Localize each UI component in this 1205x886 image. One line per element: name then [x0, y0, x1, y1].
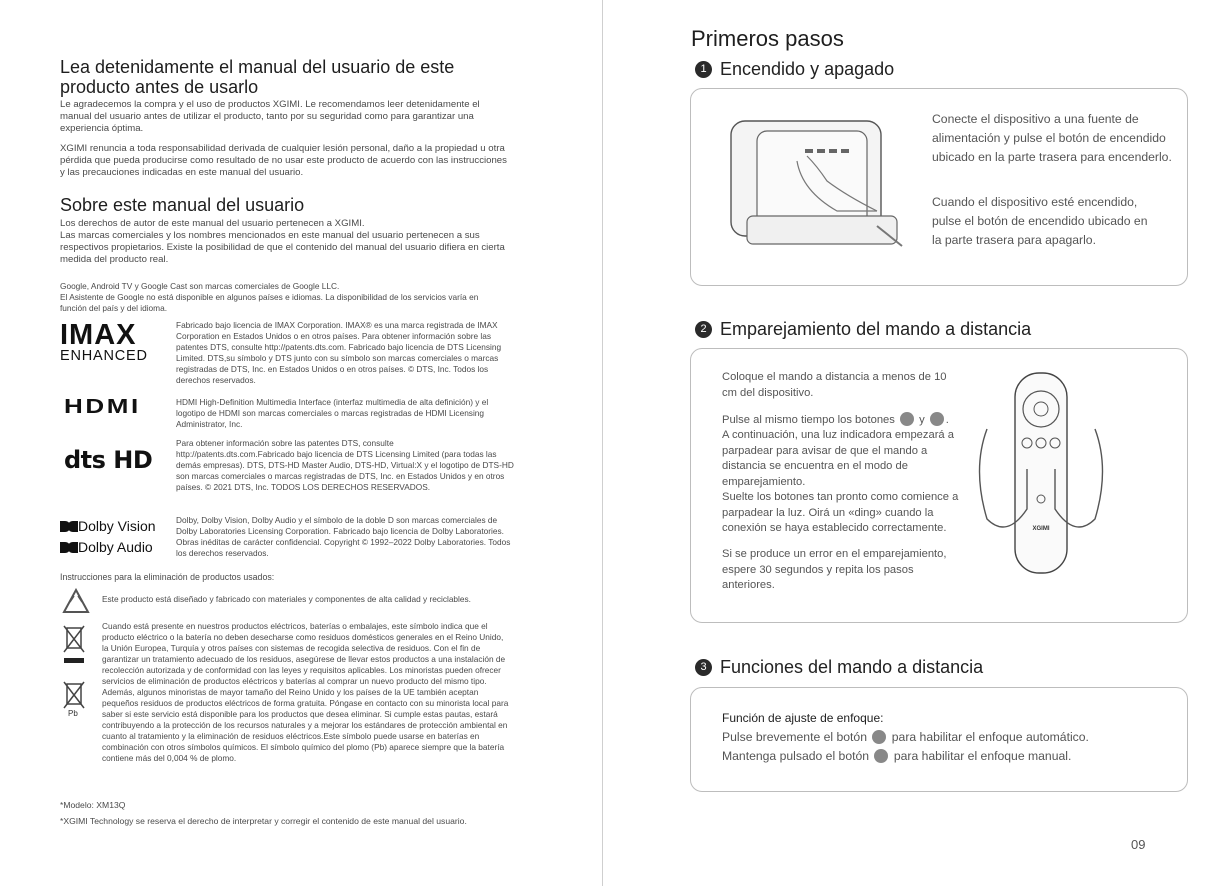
pairing-step-distance: Coloque el mando a distancia a menos de 10 cm del dispositivo.	[722, 371, 947, 399]
dts-hd-logo: dts HD	[64, 446, 153, 474]
dolby-audio-text: Dolby Audio	[78, 539, 153, 555]
intro-paragraph-1: Le agradecemos la compra y el uso de productos XGIMI. Le recomendamos leer detenidamente el manual del usuario antes de utilizar el producto, tanto por su seguridad como para garantizar una experiencia óptima.	[60, 99, 480, 134]
focus-auto-text-b: para habilitar el enfoque automático.	[891, 730, 1089, 744]
projector-illustration	[727, 101, 907, 251]
section-number-2: 2	[695, 321, 712, 338]
functions-box	[690, 687, 1188, 792]
focus-auto-line	[722, 728, 1162, 747]
remote-brand-label: XGIMI	[1032, 526, 1050, 532]
pairing-step-buttons: Pulse al mismo tiempo los botones y .	[722, 414, 949, 426]
pairing-step-indicator: A continuación, una luz indicadora empezará a parpadear para avisar de que el mando a distancia se encuentra en el modo de emparejamiento.	[722, 429, 954, 488]
focus-function-label: Función de ajuste de enfoque:	[722, 711, 884, 725]
pb-label: Pb	[68, 709, 78, 718]
focus-manual-line	[722, 747, 1162, 766]
focus-button-icon	[874, 749, 888, 763]
weee-text: Cuando está presente en nuestros productos eléctricos, baterías o embalajes, este símbolo indica que el producto eléctrico o la batería no deben desecharse como residuos domésticos generales en el Reino Unido, la Unión Europea, Turquía y otros países con sistemas de recogida selectiva de residuos. Con el fin de garantizar un tratamiento adecuado de los residuos, asegúrese de llevar estos productos a una instalación de recolección autorizada y de conformidad con las leyes y requisitos aplicables. Los minoristas pueden ofrecer servicios de eliminación de productos eléctricos y baterías al comprar un nuevo producto del mismo tipo. Además, algunos minoristas de mayor tamaño del Reino Unido y los países de la UE también aceptan pequeños residuos de productos eléctricos de forma gratuita. Póngase en contacto con su minorista local para saber si este servicio está disponible para los productos que desea eliminar. Si cumple estas pautas, estará contribuyendo a la protección de los recursos naturales y a mejorar los estándares de protección ambiental en cuanto al tratamiento y la eliminación de residuos eléctricos.Este símbolo puede usarse en baterías en combinación con otros símbolos químicos. El símbolo químico del plomo (Pb) aparece siempre que la batería contiene más del 0,004 % de plomo.	[102, 621, 509, 763]
focus-auto-text-a: Pulse brevemente el botón	[722, 730, 867, 744]
page-number: 09	[1131, 837, 1146, 852]
crossed-bin-pb-icon	[62, 680, 86, 720]
dolby-double-d-icon	[60, 537, 78, 548]
about-paragraph-2: Las marcas comerciales y los nombres mencionados en este manual del usuario pertenecen a sus respectivos propietarios. Existe la posibilidad de que el contenido del manual del usuario difiera en cierta medida del producto real.	[60, 230, 505, 265]
dts-license-text: Para obtener información sobre las patentes DTS, consulte http://patents.dts.com.Fabricado bajo licencia de DTS Licensing Limited (para todas las demás empresas). DTS, DTS-HD Master Audio, DTS-HD, Virtual:X y el logotipo de DTS-HD son marcas comerciales o marcas registradas de DTS, Inc. en Estados Unidos y en otros países. © 2021 DTS, Inc. TODOS LOS DERECHOS RESERVADOS.	[176, 438, 514, 492]
pairing-step-buttons-text: Pulse al mismo tiempo los botones	[722, 414, 895, 426]
remote-hands-illustration	[967, 369, 1115, 583]
back-button-icon	[900, 412, 914, 426]
section-number-3: 3	[695, 659, 712, 676]
section-title-functions: Funciones del mando a distancia	[720, 657, 984, 677]
section-title-power: Encendido y apagado	[720, 59, 895, 79]
focus-function-label-text: Función de ajuste de enfoque	[722, 711, 881, 725]
google-assistant-note: El Asistente de Google no está disponible en algunos países e idiomas. La disponibilidad de los servicios varía en función del país y del idioma.	[60, 292, 479, 313]
heading-about-manual: Sobre este manual del usuario	[60, 195, 305, 215]
recycle-icon	[60, 588, 92, 618]
imax-license-text: Fabricado bajo licencia de IMAX Corporation. IMAX® es una marca registrada de IMAX Corporation en Estados Unidos o en otros países. Para obtener información sobre las patentes DTS, consulte http://patents.dts.com. Fabricado bajo licencia de DTS Licensing Limited. DTS,su símbolo y DTS junto con su símbolo son marcas comerciales o marcas registradas de DTS, Inc. en Estados Unidos o en otros países. © DTS, Inc. Todos los derechos reservados.	[176, 320, 502, 385]
page-title: Primeros pasos	[691, 26, 844, 51]
imax-enhanced-text: ENHANCED	[60, 348, 148, 364]
focus-manual-text-b: para habilitar el enfoque manual.	[893, 749, 1072, 763]
section-title-pairing: Emparejamiento del mando a distancia	[720, 319, 1032, 339]
model-note: *Modelo: XM13Q	[60, 800, 126, 810]
section-number-1: 1	[695, 61, 712, 78]
power-on-text: Conecte el dispositivo a una fuente de alimentación y pulse el botón de encendido ubicado en la parte trasera para encenderlo.	[932, 112, 1172, 164]
google-trademark: Google, Android TV y Google Cast son marcas comerciales de Google LLC.	[60, 281, 340, 291]
home-button-icon	[930, 412, 944, 426]
dolby-logos	[60, 516, 170, 558]
recycle-text: Este producto está diseñado y fabricado con materiales y componentes de alta calidad y reciclables.	[102, 594, 471, 604]
focus-manual-text-a: Mantenga pulsado el botón	[722, 749, 870, 763]
right-page	[603, 0, 1205, 886]
dolby-audio-logo	[60, 536, 170, 558]
imax-enhanced-logo	[60, 321, 164, 363]
power-off-text: Cuando el dispositivo esté encendido, pulse el botón de encendido ubicado en la parte trasera para apagarlo.	[932, 195, 1148, 247]
hdmi-logo: HDMI	[64, 396, 141, 418]
dolby-double-d-icon	[60, 517, 78, 528]
imax-logo-text: IMAX	[60, 319, 137, 351]
hdmi-license-text: HDMI High-Definition Multimedia Interface (interfaz multimedia de alta definición) y el logotipo de HDMI son marcas comerciales o marcas registradas de HDMI Licensing Administrator, Inc.	[176, 397, 489, 429]
heading-read-manual: Lea detenidamente el manual del usuario de este producto antes de usarlo	[60, 57, 455, 97]
about-paragraph-1: Los derechos de autor de este manual del usuario pertenecen a XGIMI.	[60, 218, 365, 229]
pairing-step-release: Suelte los botones tan pronto como comience a parpadear la luz. Oirá un «ding» cuando la conexión se haya establecido correctamente.	[722, 491, 959, 534]
dolby-vision-text: Dolby Vision	[78, 518, 156, 534]
power-box	[690, 88, 1188, 286]
pairing-error-text: Si se produce un error en el emparejamiento, espere 30 segundos y repita los pasos anteriores.	[722, 548, 947, 591]
focus-button-icon	[872, 730, 886, 744]
pairing-box	[690, 348, 1188, 623]
left-page	[0, 0, 602, 886]
intro-paragraph-2: XGIMI renuncia a toda responsabilidad derivada de cualquier lesión personal, daño a la propiedad u otra pérdida que pueda producirse como resultado de no usar este producto de acuerdo con las instrucciones y las precauciones indicadas en este manual del usuario.	[60, 143, 507, 178]
rights-note: *XGIMI Technology se reserva el derecho de interpretar y corregir el contenido de este manual del usuario.	[60, 816, 467, 826]
crossed-bin-icon	[62, 624, 86, 664]
pairing-and-text: y	[919, 414, 925, 426]
disposal-heading: Instrucciones para la eliminación de productos usados:	[60, 572, 275, 582]
dolby-license-text: Dolby, Dolby Vision, Dolby Audio y el símbolo de la doble D son marcas comerciales de Dolby Laboratories Licensing Corporation. Fabricado bajo licencia de Dolby Laboratories. Obras inéditas de carácter confidencial. Copyright © 1992–2022 Dolby Laboratories. Todos los derechos reservados.	[176, 515, 511, 558]
dolby-vision-logo	[60, 516, 170, 536]
